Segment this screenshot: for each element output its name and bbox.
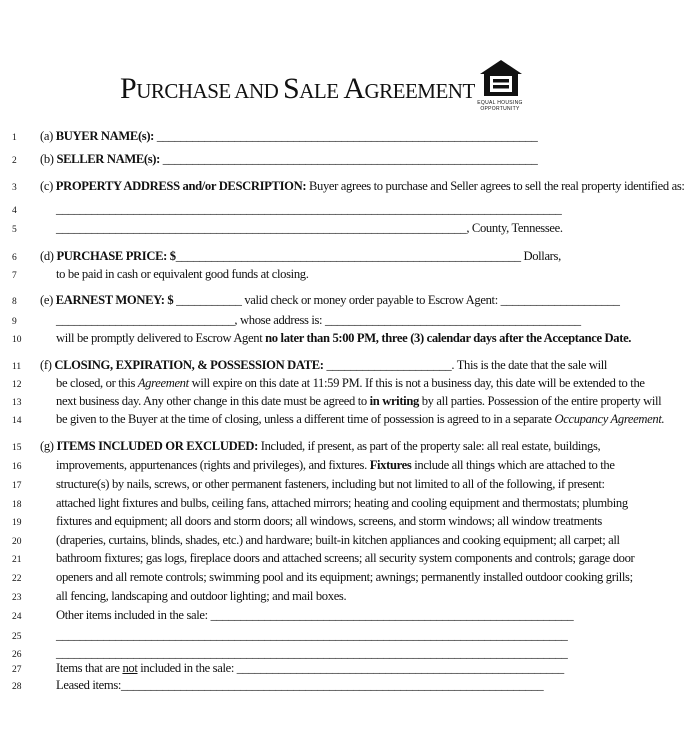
- line-segment: (b): [40, 152, 57, 166]
- form-line-28: [0, 677, 600, 697]
- line-segment: Fixtures: [369, 458, 412, 472]
- line-segment: included in the sale: _______________________________________________________: [137, 661, 564, 675]
- logo-caption: EQUAL HOUSING OPPORTUNITY: [477, 100, 523, 112]
- line-segment: bathroom fixtures; gas logs, fireplace doors and attached screens; all security system components and controls; garage door: [56, 551, 635, 565]
- line-text: [56, 628, 570, 643]
- title-ale: ALE: [299, 79, 344, 103]
- line-segment: Leased items:_______________________________________________________________________: [56, 678, 544, 692]
- form-line-13: [0, 393, 662, 413]
- line-text: [56, 202, 570, 217]
- line-number: 15: [12, 443, 22, 453]
- line-segment: will expire on this date at 11:59 PM. If this is not a business day, this date will be extended to the: [188, 376, 645, 390]
- line-text: [56, 514, 602, 529]
- line-number: 18: [12, 500, 22, 510]
- line-segment: fixtures and equipment; all doors and storm doors; all windows, screens, and storm windows; all window treatments: [56, 514, 602, 528]
- form-line-2: [0, 151, 600, 171]
- line-number: 6: [12, 253, 17, 263]
- form-line-16: [0, 457, 615, 477]
- line-segment: by all parties. Possession of the entire property will: [418, 394, 662, 408]
- line-text: [40, 293, 620, 308]
- line-number: 21: [12, 555, 22, 565]
- line-text: [56, 376, 645, 391]
- line-number: 3: [12, 183, 17, 193]
- title-urchase: URCHASE AND: [136, 79, 284, 103]
- title-initial-p: P: [120, 72, 137, 105]
- line-text: [40, 249, 570, 264]
- line-number: 2: [12, 156, 17, 166]
- line-number: 9: [12, 317, 17, 327]
- form-line-7: [0, 266, 600, 286]
- title-initial-s: S: [283, 72, 300, 105]
- line-text: [56, 394, 662, 409]
- line-number: 5: [12, 225, 17, 235]
- line-segment: no later than 5:00 PM, three (3) calendar days after the Acceptance Date.: [265, 331, 632, 345]
- line-segment: to be paid in cash or equivalent good funds at closing.: [56, 267, 309, 281]
- line-number: 1: [12, 133, 17, 143]
- line-segment: _____________________________________________________________________________________: [56, 202, 562, 216]
- form-line-17: [0, 476, 605, 496]
- line-number: 14: [12, 416, 22, 426]
- line-text: [56, 313, 581, 328]
- line-text: [40, 152, 570, 167]
- line-segment: _____________________________________________________________________, County, Tennessee.: [56, 221, 563, 235]
- form-line-3: [0, 178, 685, 198]
- line-number: 24: [12, 612, 22, 622]
- form-line-6: [0, 248, 600, 268]
- line-number: 11: [12, 362, 22, 372]
- line-segment: openers and all remote controls; swimming pool and its equipment; awnings; permanently installed outdoor cooking grills;: [56, 570, 633, 584]
- line-segment: ______________________________, whose address is: ___________________________________________: [56, 313, 581, 327]
- line-segment: Included, if present, as part of the property sale: all real estate, buildings,: [257, 439, 601, 453]
- line-number: 7: [12, 271, 17, 281]
- line-text: [56, 331, 632, 346]
- line-text: [40, 358, 608, 373]
- line-segment: PURCHASE PRICE: $: [56, 249, 176, 263]
- line-segment: attached light fixtures and bulbs, ceiling fans, attached mirrors; heating and cooling equipment and thermostats; plumbing: [56, 496, 628, 510]
- form-line-11: [0, 357, 608, 377]
- form-line-23: [0, 588, 600, 608]
- line-text: [56, 678, 570, 693]
- form-line-18: [0, 495, 628, 515]
- line-segment: (g): [40, 439, 57, 453]
- line-segment: (f): [40, 358, 55, 372]
- title-greement: GREEMENT: [364, 79, 475, 103]
- line-segment: (d): [40, 249, 57, 263]
- line-number: 13: [12, 398, 22, 408]
- line-segment: Buyer agrees to purchase and Seller agrees to sell the real property identified as:: [306, 179, 685, 193]
- line-segment: ________________________________________________________________: [154, 129, 538, 143]
- line-number: 19: [12, 518, 22, 528]
- line-segment: SELLER NAME(s):: [56, 152, 160, 166]
- form-line-20: [0, 532, 620, 552]
- line-segment: PROPERTY ADDRESS and/or DESCRIPTION:: [55, 179, 307, 193]
- form-line-10: [0, 330, 632, 350]
- line-segment: EARNEST MONEY: $: [55, 293, 174, 307]
- line-text: [56, 496, 628, 511]
- line-segment: (draperies, curtains, blinds, shades, etc.) and hardware; built-in kitchen appliances and cooking equipment; all carpet; all: [56, 533, 620, 547]
- form-line-4: [0, 201, 600, 221]
- line-segment: (a): [40, 129, 56, 143]
- line-text: [56, 551, 635, 566]
- line-text: [56, 221, 570, 236]
- line-text: [56, 412, 665, 427]
- form-line-14: [0, 411, 665, 431]
- line-segment: (e): [40, 293, 56, 307]
- line-segment: improvements, appurtenances (rights and privileges), and fixtures.: [56, 458, 370, 472]
- line-segment: be closed, or this: [56, 376, 138, 390]
- line-segment: Items that are: [56, 661, 123, 675]
- line-segment: ______________________________________________________________________________________: [56, 628, 568, 642]
- line-number: 20: [12, 537, 22, 547]
- form-line-9: [0, 312, 600, 332]
- line-number: 27: [12, 665, 22, 675]
- line-segment: include all things which are attached to the: [411, 458, 615, 472]
- form-line-24: [0, 607, 600, 627]
- line-segment: ______________________________________________________________________________________: [56, 646, 568, 660]
- line-text: [56, 458, 615, 473]
- line-text: [56, 477, 605, 492]
- line-number: 25: [12, 632, 22, 642]
- line-segment: CLOSING, EXPIRATION, & POSSESSION DATE:: [54, 358, 324, 372]
- form-line-12: [0, 375, 645, 395]
- line-segment: Occupancy Agreement.: [554, 412, 665, 426]
- line-text: [56, 267, 570, 282]
- line-segment: will be promptly delivered to Escrow Agent: [56, 331, 266, 345]
- line-segment: ___________ valid check or money order payable to Escrow Agent: ____________________: [173, 293, 620, 307]
- form-line-21: [0, 550, 635, 570]
- form-line-22: [0, 569, 633, 589]
- line-text: [56, 589, 570, 604]
- form-line-1: [0, 128, 600, 148]
- line-number: 8: [12, 297, 17, 307]
- line-segment: next business day. Any other change in this date must be agreed to: [56, 394, 370, 408]
- line-text: [56, 646, 570, 661]
- form-line-15: [0, 438, 600, 458]
- form-line-5: [0, 220, 600, 240]
- line-segment: _____________________. This is the date that the sale will: [323, 358, 608, 372]
- line-number: 10: [12, 335, 22, 345]
- title-initial-a: A: [343, 72, 365, 105]
- line-text: [56, 661, 570, 676]
- line-segment: _______________________________________________________________: [160, 152, 538, 166]
- line-number: 28: [12, 682, 22, 692]
- line-segment: (c): [40, 179, 56, 193]
- line-segment: ITEMS INCLUDED OR EXCLUDED:: [56, 439, 258, 453]
- form-line-8: [0, 292, 620, 312]
- line-segment: structure(s) by nails, screws, or other permanent fasteners, including but not limited to all of the following, if present:: [56, 477, 605, 491]
- line-text: [40, 439, 601, 454]
- line-number: 17: [12, 481, 22, 491]
- line-segment: __________________________________________________________ Dollars,: [175, 249, 561, 263]
- form-line-19: [0, 513, 600, 533]
- line-text: [40, 179, 685, 194]
- line-text: [40, 129, 570, 144]
- line-number: 12: [12, 380, 22, 390]
- line-segment: BUYER NAME(s):: [55, 129, 155, 143]
- line-text: [56, 533, 620, 548]
- form-line-25: [0, 627, 600, 647]
- line-segment: in writing: [369, 394, 419, 408]
- line-segment: Other items included in the sale: _____________________________________________________________: [56, 608, 574, 622]
- line-text: [56, 570, 633, 585]
- line-number: 23: [12, 593, 22, 603]
- line-segment: not: [122, 661, 138, 675]
- line-segment: be given to the Buyer at the time of closing, unless a different time of possession is agreed to in a separate: [56, 412, 555, 426]
- line-number: 26: [12, 650, 22, 660]
- document-title: [120, 72, 475, 106]
- line-number: 16: [12, 462, 22, 472]
- line-text: [56, 608, 574, 623]
- line-segment: all fencing, landscaping and outdoor lighting; and mail boxes.: [56, 589, 347, 603]
- line-number: 22: [12, 574, 22, 584]
- line-number: 4: [12, 206, 17, 216]
- line-segment: Agreement: [137, 376, 189, 390]
